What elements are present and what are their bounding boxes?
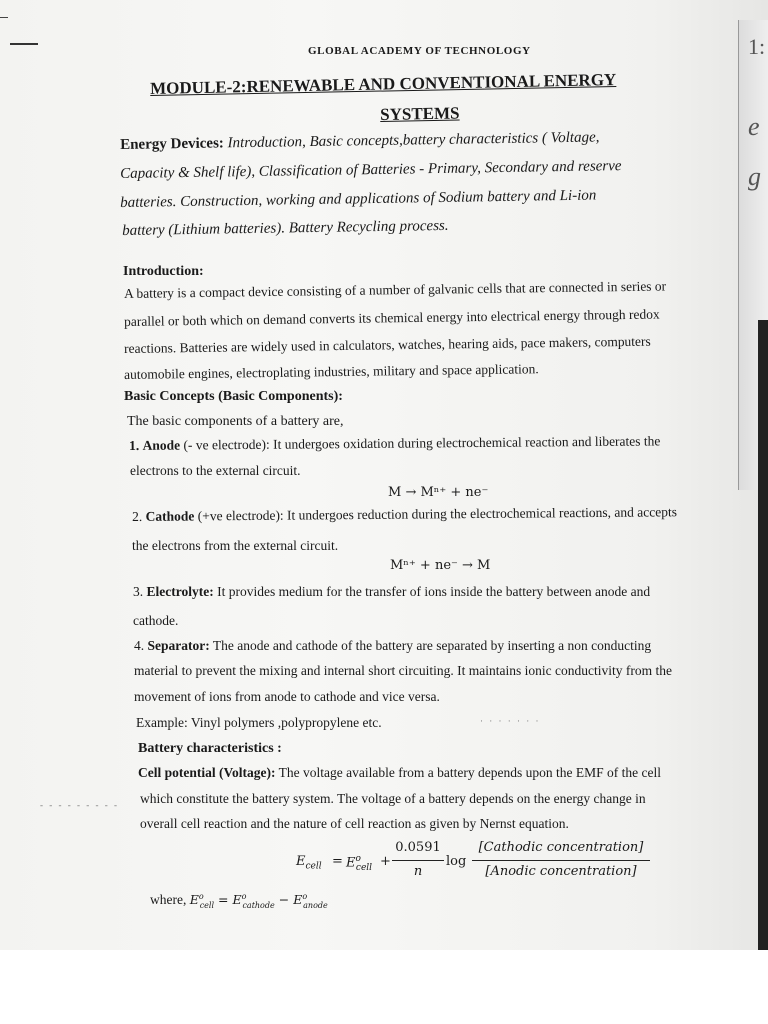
page-background [0, 950, 768, 1024]
anode-equation: M → Mⁿ⁺ + ne⁻ [388, 485, 489, 500]
intro-line-4: automobile engines, electroplating industries, military and space application. [124, 361, 539, 382]
nernst-fraction-bar [392, 860, 444, 861]
module-title-line2: SYSTEMS [379, 103, 460, 124]
cathode-line-2: the electrons from the external circuit. [132, 538, 339, 553]
separator-num: 4. [134, 638, 145, 653]
cathode-text: (+ve electrode): It undergoes reduction during the electrochemical reactions, and accepts [197, 504, 678, 524]
cathode-num: 2. [132, 508, 143, 524]
electrolyte-line-2: cathode. [133, 613, 179, 628]
basic-concepts-intro: The basic components of a battery are, [127, 414, 344, 429]
nernst-denominator: n [413, 864, 423, 879]
separator-line-1 [134, 637, 651, 655]
nernst-conc-numerator: [Cathodic concentration] [478, 840, 644, 855]
intro-line-3: reactions. Batteries are widely used in calculators, watches, hearing aids, pace makers, computers [124, 333, 651, 356]
anode-label: Anode [142, 437, 181, 453]
module-title: MODULE-2:RENEWABLE AND CONVENTIONAL ENERGY [149, 70, 617, 98]
syllabus-label: Energy Devices: [120, 135, 224, 153]
margin-mark-top: 1: [748, 34, 766, 59]
nernst-numerator: 0.0591 [395, 840, 441, 855]
electrolyte-num: 3. [133, 584, 144, 599]
cathode-equation: Mⁿ⁺ + ne⁻ → M [390, 558, 491, 573]
syllabus-line-4: battery (Lithium batteries). Battery Recycling process. [122, 217, 449, 239]
cell-potential-label: Cell potential (Voltage): [138, 765, 276, 780]
battery-characteristics-heading: Battery characteristics : [138, 741, 282, 756]
anode-text: (- ve electrode): It undergoes oxidation during electrochemical reaction and liberates the [183, 433, 661, 453]
anode-line-1 [129, 432, 660, 455]
cell-potential-line-3: overall cell reaction and the nature of cell reaction as given by Nernst equation. [140, 816, 569, 831]
faint-dots-left: - - - - - - - - - [40, 800, 119, 810]
introduction-heading: Introduction: [123, 264, 204, 279]
cell-potential-line-1 [138, 764, 661, 782]
syllabus-line-3: batteries. Construction, working and applications of Sodium battery and Li-ion [120, 187, 597, 211]
cell-potential-line-2: which constitute the battery system. The voltage of a battery depends on the energy change in [140, 791, 646, 806]
college-header: GLOBAL ACADEMY OF TECHNOLOGY [308, 45, 531, 57]
separator-line-2: material to prevent the mixing and internal short circuiting. It maintains ionic conductivity from the [134, 663, 672, 678]
nernst-conc-denominator: [Anodic concentration] [485, 864, 637, 879]
separator-label: Separator: [147, 638, 210, 653]
intro-line-1: A battery is a compact device consisting of a number of galvanic cells that are connected in series or [124, 278, 667, 301]
nernst-equation [296, 838, 656, 884]
margin-mark-g: g [748, 162, 761, 191]
separator-example: Example: Vinyl polymers ,polypropylene etc. [136, 715, 382, 730]
nernst-plus: + [380, 854, 391, 869]
syllabus-line-1 [120, 128, 600, 154]
nernst-log: log [446, 854, 467, 869]
cell-potential-text: The voltage available from a battery depends upon the EMF of the cell [278, 765, 661, 780]
anode-num: 1. [129, 437, 140, 453]
where-line: where, $E^o_{cell} = E^o_{cathode} - E^o_{anode}$ [150, 892, 328, 910]
nernst-lhs: $E_{cell}$ [296, 854, 322, 872]
nernst-conc-bar [472, 860, 650, 861]
margin-mark-e: e [748, 112, 760, 141]
anode-line-2: electrons to the external circuit. [130, 463, 301, 478]
where-label: where, [150, 892, 187, 908]
electrolyte-line-1 [133, 583, 650, 601]
separator-line-3: movement of ions from anode to cathode and vice versa. [134, 689, 440, 704]
electrolyte-text: It provides medium for the transfer of ions inside the battery between anode and [217, 584, 651, 599]
nernst-e0-cell: $E^o_{cell}$ [346, 854, 373, 873]
syllabus-line-2: Capacity & Shelf life), Classification of Batteries - Primary, Secondary and reserve [120, 158, 622, 182]
faint-dots: · · · · · · · [480, 716, 541, 726]
cathode-label: Cathode [145, 508, 195, 524]
basic-concepts-heading: Basic Concepts (Basic Components): [124, 389, 343, 404]
syllabus-text-1: Introduction, Basic concepts,battery characteristics ( Voltage, [227, 129, 600, 152]
cathode-line-1 [132, 503, 677, 526]
separator-text: The anode and cathode of the battery are separated by inserting a non conducting [212, 638, 652, 653]
nernst-equals: = [332, 854, 343, 869]
intro-line-2: parallel or both which on demand converts its chemical energy into electrical energy through redox [124, 306, 660, 329]
electrolyte-label: Electrolyte: [146, 584, 214, 599]
